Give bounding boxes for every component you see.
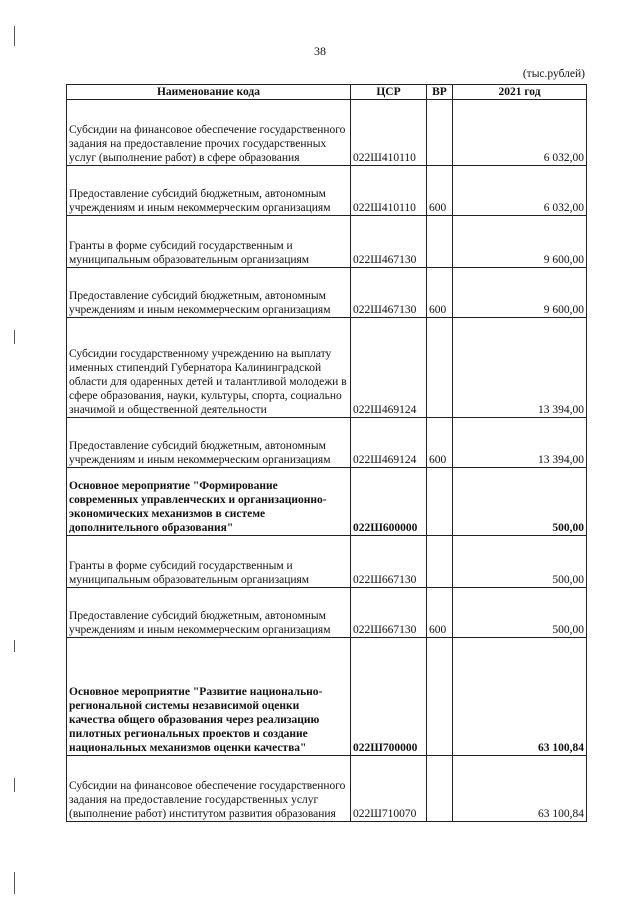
row-vr: 600 [427, 588, 453, 638]
row-name: Субсидии на финансовое обеспечение государственного задания на предоставление государственных услуг (выполнение работ) институтом развития образования [67, 756, 351, 822]
table-row [67, 756, 587, 822]
table-row [67, 588, 587, 638]
row-amount: 13 394,00 [453, 418, 587, 468]
row-csr: 022Ш700000 [351, 638, 427, 756]
row-name: Гранты в форме субсидий государственным и муниципальным образовательным организациям [67, 216, 351, 268]
row-amount: 9 600,00 [453, 268, 587, 318]
row-name: Основное мероприятие "Развитие национально-региональной системы независимой оценки качества общего образования через реализацию пилотных региональных проектов и создание национальных механизмов оценки качества" [67, 638, 351, 756]
table-row [67, 638, 587, 756]
row-name: Предоставление субсидий бюджетным, автономным учреждениям и иным некоммерческим организациям [67, 588, 351, 638]
margin-mark [14, 640, 15, 652]
table-row [67, 166, 587, 216]
row-csr: 022Ш667130 [351, 536, 427, 588]
margin-mark [14, 778, 15, 792]
table-header-row [67, 85, 587, 100]
row-amount: 63 100,84 [453, 756, 587, 822]
row-csr: 022Ш469124 [351, 418, 427, 468]
budget-table [66, 84, 587, 822]
row-name: Предоставление субсидий бюджетным, автономным учреждениям и иным некоммерческим организациям [67, 418, 351, 468]
row-csr: 022Ш710070 [351, 756, 427, 822]
row-amount: 13 394,00 [453, 318, 587, 418]
row-name: Субсидии на финансовое обеспечение государственного задания на предоставление прочих государственных услуг (выполнение работ) в сфере образования [67, 100, 351, 166]
row-name: Основное мероприятие "Формирование современных управленческих и организационно-экономических механизмов в системе дополнительного образования" [67, 468, 351, 536]
row-amount: 500,00 [453, 536, 587, 588]
row-vr [427, 318, 453, 418]
margin-mark [14, 330, 15, 344]
header-name: Наименование кода [67, 85, 351, 100]
row-vr [427, 468, 453, 536]
margin-mark [14, 26, 15, 46]
row-csr: 022Ш410110 [351, 166, 427, 216]
row-amount: 500,00 [453, 468, 587, 536]
row-name: Предоставление субсидий бюджетным, автономным учреждениям и иным некоммерческим организациям [67, 166, 351, 216]
row-name: Гранты в форме субсидий государственным и муниципальным образовательным организациям [67, 536, 351, 588]
row-csr: 022Ш467130 [351, 216, 427, 268]
header-year: 2021 год [453, 85, 587, 100]
row-name: Субсидии государственному учреждению на выплату именных стипендий Губернатора Калининградской области для одаренных детей и талантливой молодежи в сфере образования, науки, культуры, спорта, социально значимой и общественной деятельности [67, 318, 351, 418]
row-vr: 600 [427, 166, 453, 216]
table-row [67, 536, 587, 588]
row-vr: 600 [427, 418, 453, 468]
row-vr [427, 100, 453, 166]
row-amount: 6 032,00 [453, 100, 587, 166]
table-row [67, 100, 587, 166]
row-csr: 022Ш469124 [351, 318, 427, 418]
row-vr [427, 756, 453, 822]
row-name: Предоставление субсидий бюджетным, автономным учреждениям и иным некоммерческим организациям [67, 268, 351, 318]
units-note: (тыс.рублей) [522, 68, 585, 80]
row-csr: 022Ш667130 [351, 588, 427, 638]
row-csr: 022Ш410110 [351, 100, 427, 166]
row-csr: 022Ш467130 [351, 268, 427, 318]
row-amount: 63 100,84 [453, 638, 587, 756]
row-amount: 6 032,00 [453, 166, 587, 216]
table-row [67, 418, 587, 468]
page-number: 38 [314, 44, 326, 58]
header-vr: ВР [427, 85, 453, 100]
row-vr [427, 536, 453, 588]
table-row [67, 468, 587, 536]
row-amount: 500,00 [453, 588, 587, 638]
table-row [67, 216, 587, 268]
row-vr [427, 216, 453, 268]
row-amount: 9 600,00 [453, 216, 587, 268]
header-csr: ЦСР [351, 85, 427, 100]
row-vr [427, 638, 453, 756]
row-vr: 600 [427, 268, 453, 318]
table-row [67, 268, 587, 318]
margin-mark [14, 872, 15, 894]
row-csr: 022Ш600000 [351, 468, 427, 536]
table-row [67, 318, 587, 418]
